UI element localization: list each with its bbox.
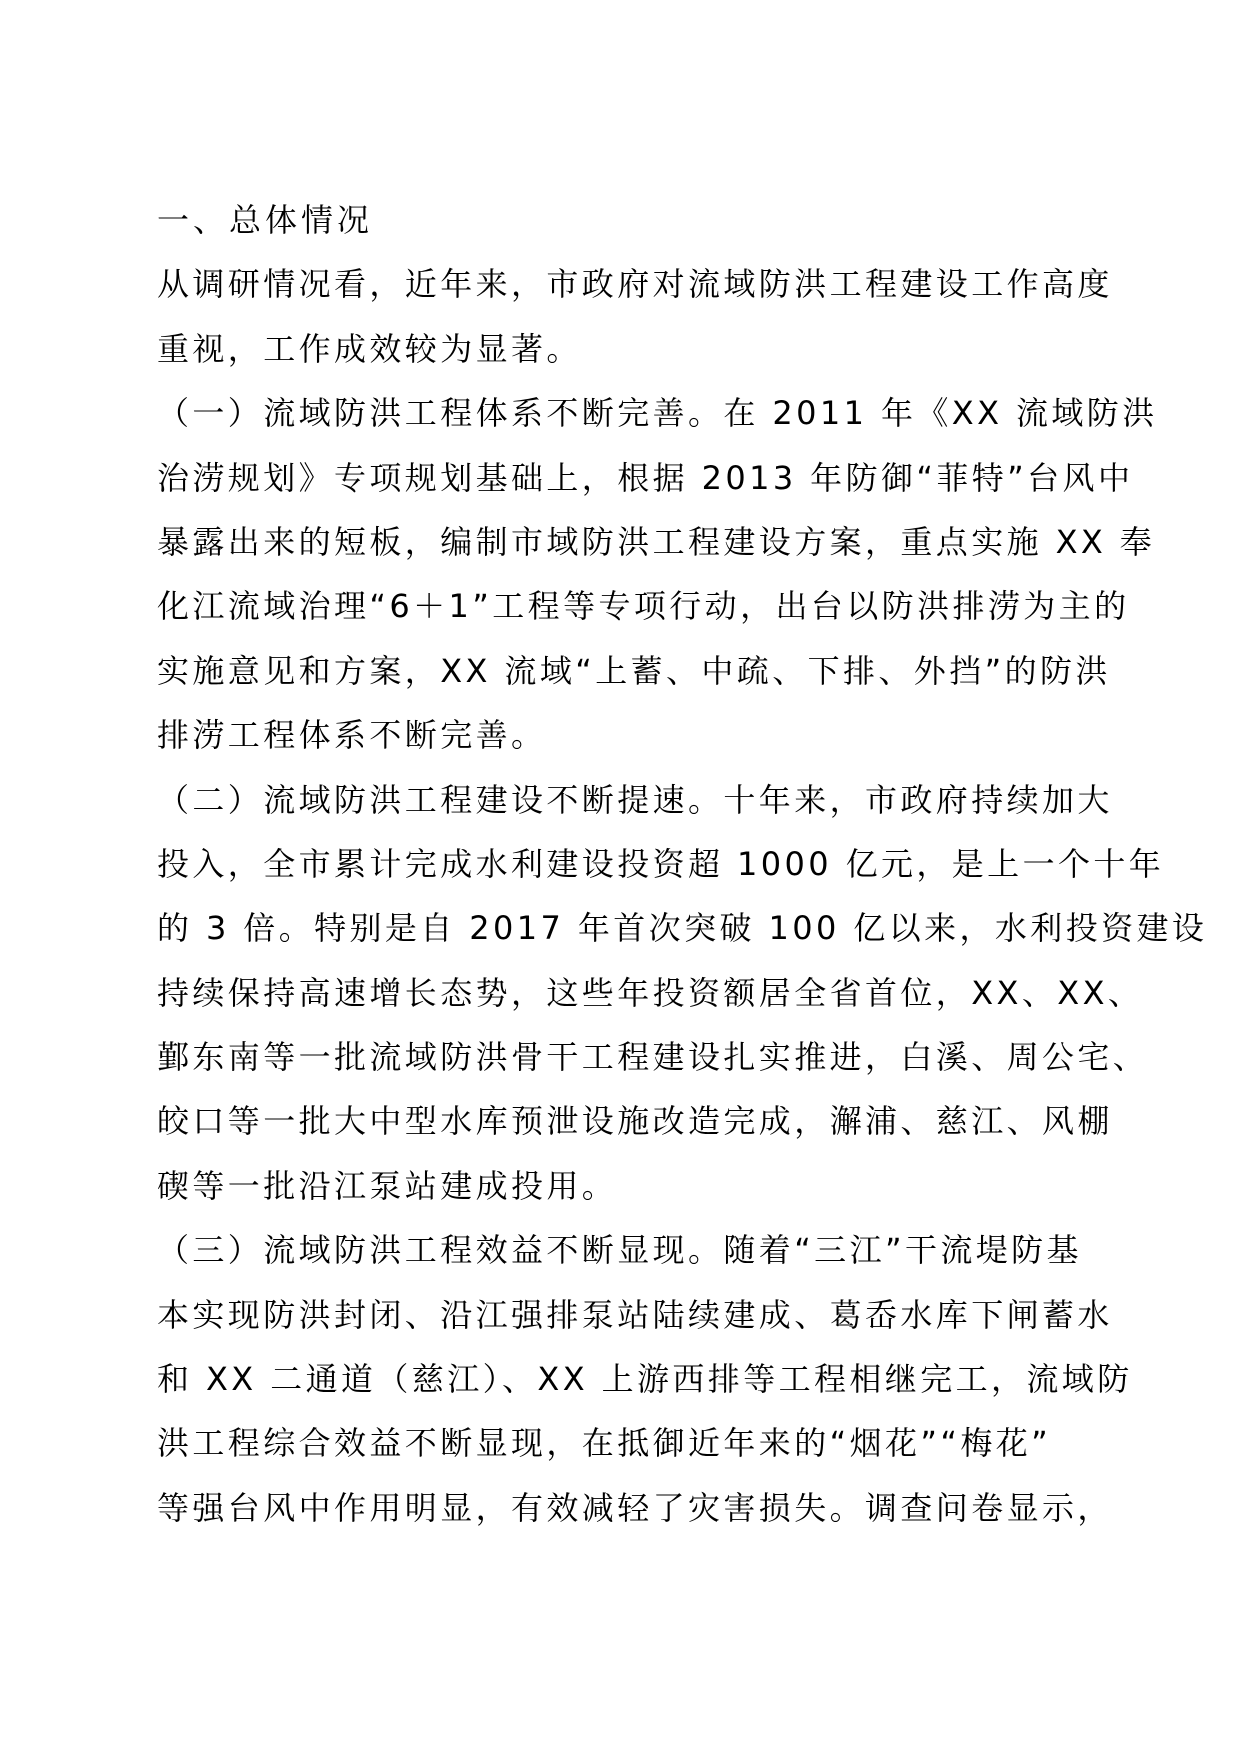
text-line: 鄞东南等一批流域防洪骨干工程建设扎实推进，白溪、周公宅、 — [157, 1038, 1149, 1077]
text-line: （一）流域防洪工程体系不断完善。在 2011 年《XX 流域防洪 — [157, 394, 1158, 433]
text-line: 暴露出来的短板，编制市域防洪工程建设方案，重点实施 XX 奉 — [157, 522, 1156, 561]
text-line: 皎口等一批大中型水库预泄设施改造完成，澥浦、慈江、风棚 — [157, 1102, 1113, 1141]
text-line: 本实现防洪封闭、沿江强排泵站陆续建成、葛岙水库下闸蓄水 — [157, 1295, 1113, 1334]
text-line: （三）流域防洪工程效益不断显现。随着“三江”干流堤防基 — [157, 1231, 1082, 1270]
text-line: 碶等一批沿江泵站建成投用。 — [157, 1166, 618, 1205]
text-line: 排涝工程体系不断完善。 — [157, 716, 547, 755]
text-line: 投入，全市累计完成水利建设投资超 1000 亿元，是上一个十年 — [157, 844, 1165, 883]
section-heading: 一、总体情况 — [157, 201, 374, 239]
text-line: 等强台风中作用明显，有效减轻了灾害损失。调查问卷显示， — [157, 1488, 1113, 1527]
text-line: （二）流域防洪工程建设不断提速。十年来，市政府持续加大 — [157, 780, 1113, 819]
text-line: 实施意见和方案，XX 流域“上蓄、中疏、下排、外挡”的防洪 — [157, 651, 1111, 690]
text-line: 从调研情况看，近年来，市政府对流域防洪工程建设工作高度 — [157, 265, 1113, 304]
text-line: 持续保持高速增长态势，这些年投资额居全省首位，XX、XX、 — [157, 973, 1144, 1012]
text-line: 重视，工作成效较为显著。 — [157, 329, 582, 368]
text-line: 和 XX 二通道（慈江）、XX 上游西排等工程相继完工，流域防 — [157, 1360, 1133, 1399]
text-line: 洪工程综合效益不断显现，在抵御近年来的“烟花”“梅花” — [157, 1424, 1052, 1463]
text-line: 的 3 倍。特别是自 2017 年首次突破 100 亿以来，水利投资建设 — [157, 909, 1208, 948]
text-line: 治涝规划》专项规划基础上，根据 2013 年防御“菲特”台风中 — [157, 458, 1134, 497]
document-body — [157, 188, 1208, 1540]
text-line: 化江流域治理“6＋1”工程等专项行动，出台以防洪排涝为主的 — [157, 587, 1130, 626]
